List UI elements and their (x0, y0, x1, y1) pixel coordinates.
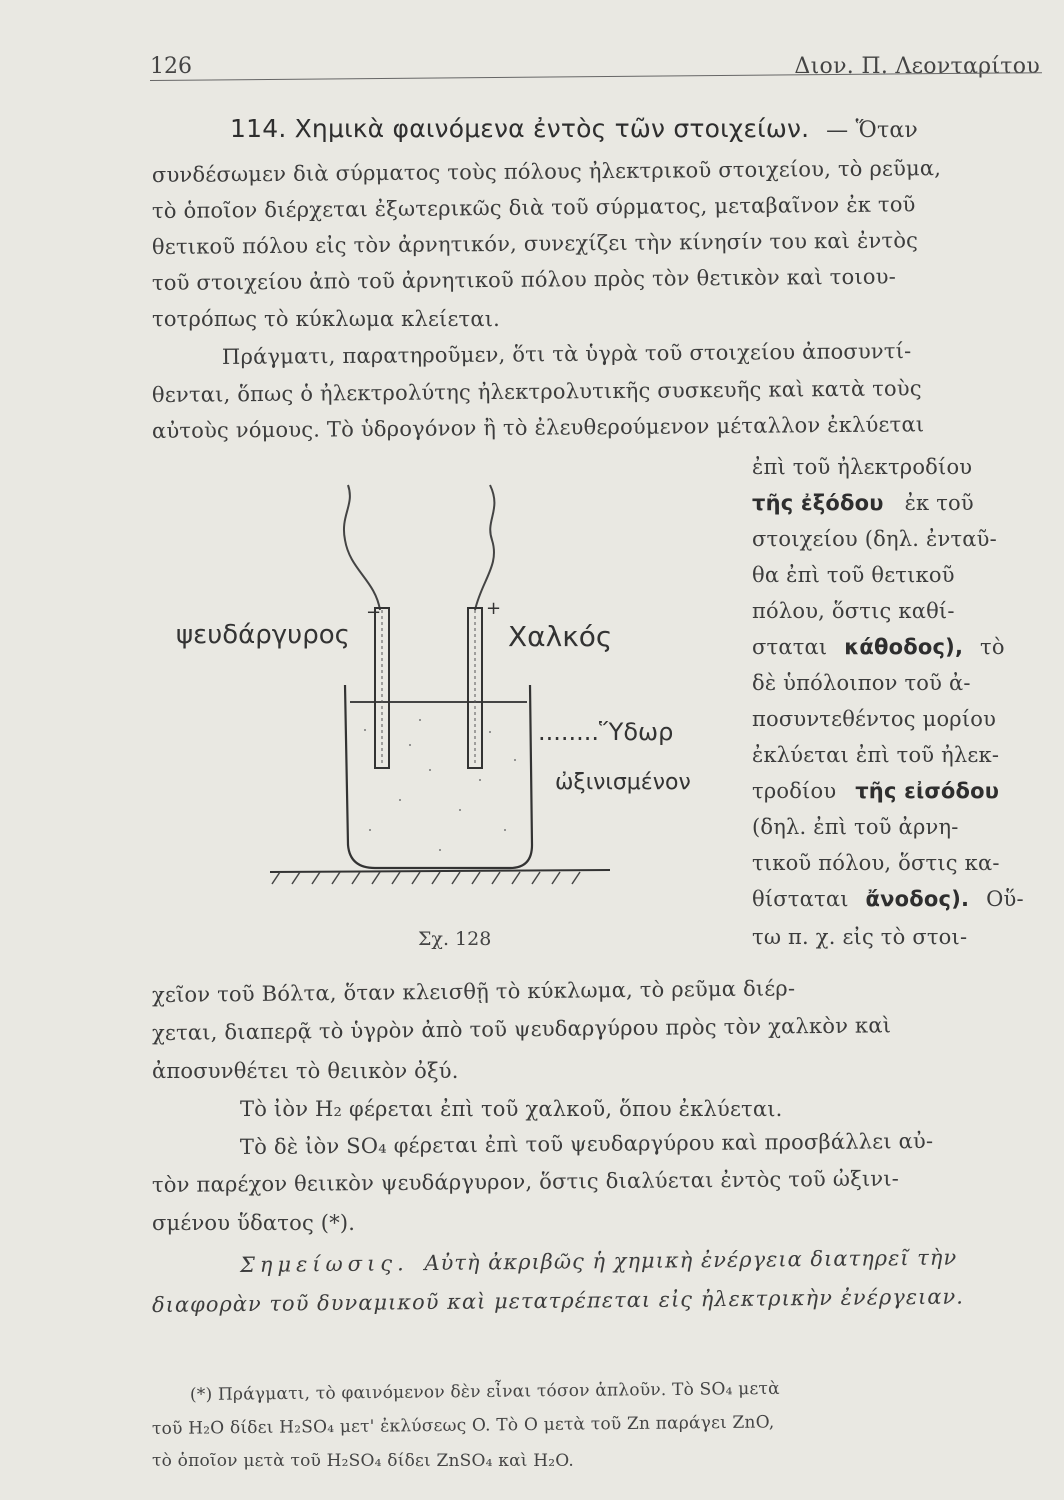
term-anode: ἄνοδος). (865, 887, 970, 911)
water-label (538, 718, 673, 746)
side-line: θα ἐπὶ τοῦ θετικοῦ (752, 563, 955, 587)
body-line: Τὸ δὲ ἰὸν SO₄ φέρεται ἐπὶ τοῦ ψευδαργύρου καὶ προσβάλλει αὐ- (239, 1128, 934, 1159)
body-line: χεται, διαπερᾷ τὸ ὑγρὸν ἀπὸ τοῦ ψευδαργύρου πρὸς τὸν χαλκὸν καὶ (151, 1013, 892, 1045)
ground-hatching (272, 872, 580, 884)
side-line (752, 776, 999, 806)
side-line: τω π. χ. εἰς τὸ στοι- (752, 925, 968, 949)
zinc-label: ψευδάργυρος (176, 620, 350, 650)
side-line: ποσυντεθέντος μορίου (752, 707, 997, 731)
note-label: Σημείωσις. (239, 1251, 409, 1277)
voltaic-cell-figure (170, 470, 691, 940)
term-entrance: τῆς εἰσόδου (855, 779, 1000, 803)
body-line: σμένου ὕδατος (*). (152, 1211, 356, 1235)
body-line: Τὸ ἰὸν H₂ φέρεται ἐπὶ τοῦ χαλκοῦ, ὅπου ἐκλύεται. (240, 1097, 783, 1121)
water-label-text: Ὕδωρ (599, 718, 674, 746)
note-text: Αὐτὴ ἀκριβῶς ἡ χημικὴ ἐνέργεια διατηρεῖ τὴν (424, 1245, 958, 1276)
body-line: Πράγματι, παρατηροῦμεν, ὅτι τὰ ὑγρὰ τοῦ στοιχείου ἀποσυντί- (221, 338, 912, 369)
side-line: ἐκλύεται ἐπὶ τοῦ ἠλεκ- (752, 743, 1000, 767)
voltaic-cell-drawing (170, 470, 670, 940)
section-heading-line (230, 114, 918, 146)
beaker (345, 685, 532, 868)
right-wire (475, 485, 494, 610)
term-exit: τῆς ἐξόδου (752, 491, 884, 515)
body-line: χεῖον τοῦ Βόλτα, ὅταν κλεισθῇ τὸ κύκλωμα, τὸ ρεῦμα διέρ- (151, 976, 796, 1007)
side-line: τικοῦ πόλου, ὅστις κα- (752, 851, 1000, 875)
body-line: θενται, ὅπως ὁ ἠλεκτρολύτης ἠλεκτρολυτικῆς συσκευῆς καὶ κατὰ τοὺς (151, 376, 922, 407)
body-line: αὐτοὺς νόμους. Τὸ ὑδρογόνον ἢ τὸ ἐλευθερούμενον μέταλλον ἐκλύεται (151, 412, 925, 443)
note-line: διαφορὰν τοῦ δυναμικοῦ καὶ μετατρέπεται εἰς ἠλεκτρικὴν ἐνέργειαν. (151, 1284, 965, 1317)
note-line (240, 1242, 958, 1280)
minus-sign: − (366, 602, 382, 623)
body-line: τὸ ὁποῖον διέρχεται ἐξωτερικῶς διὰ τοῦ σύρματος, μεταβαῖνον ἐκ τοῦ (151, 192, 916, 223)
body-line: θετικοῦ πόλου εἰς τὸν ἀρνητικόν, συνεχίζει τὴν κίνησίν του καὶ ἐντὸς (151, 228, 919, 259)
ground-line (270, 870, 610, 872)
figure-caption: Σχ. 128 (418, 928, 492, 950)
footnote-line: τὸ ὁποῖον μετὰ τοῦ H₂SO₄ δίδει ZnSO₄ καὶ H₂O. (152, 1451, 575, 1471)
side-line: ἐπὶ τοῦ ἠλεκτροδίου (752, 455, 973, 479)
term-cathode: κάθοδος), (844, 635, 964, 659)
side-line: στοιχείου (δηλ. ἐνταῦ- (752, 527, 997, 551)
copper-label: Χαλκός (508, 620, 613, 653)
section-lead-text: — Ὅταν (826, 118, 918, 143)
side-text: τροδίου (752, 779, 837, 803)
body-line: ἀποσυνθέτει τὸ θειικὸν ὀξύ. (152, 1059, 459, 1083)
side-text: θίσταται (752, 887, 849, 911)
side-line: (δηλ. ἐπὶ τοῦ ἀρνη- (752, 815, 959, 839)
footnote-line: (*) Πράγματι, τὸ φαινόμενον δὲν εἶναι τόσον ἁπλοῦν. Τὸ SO₄ μετὰ (189, 1378, 780, 1405)
body-line: συνδέσωμεν διὰ σύρματος τοὺς πόλους ἠλεκτρικοῦ στοιχείου, τὸ ρεῦμα, (151, 156, 942, 187)
page-number: 126 (150, 54, 192, 79)
plus-sign: + (486, 598, 502, 619)
running-title: Διον. Π. Λεονταρίτου (794, 54, 1040, 79)
side-line (752, 884, 1024, 914)
side-text: Οὕ- (986, 887, 1024, 911)
section-heading: 114. Χημικὰ φαινόμενα ἐντὸς τῶν στοιχείων. (230, 114, 810, 143)
body-line: τὸν παρέχον θειικὸν ψευδάργυρον, ὅστις διαλύεται ἐντὸς τοῦ ὠξινι- (151, 1166, 900, 1197)
liquid-dots (364, 719, 516, 851)
page-header (150, 52, 1040, 86)
side-line: δὲ ὑπόλοιπον τοῦ ἀ- (752, 671, 971, 695)
body-line: τοτρόπως τὸ κύκλωμα κλείεται. (152, 307, 501, 331)
side-text: σταται (752, 635, 828, 659)
body-line: τοῦ στοιχείου ἀπὸ τοῦ ἀρνητικοῦ πόλου πρὸς τὸν θετικὸν καὶ τοιου- (151, 264, 897, 295)
side-line: πόλου, ὅστις καθί- (752, 599, 955, 623)
footnote-line: τοῦ H₂O δίδει H₂SO₄ μετ' ἐκλύσεως O. Τὸ O μετὰ τοῦ Zn παράγει ZnO, (151, 1412, 775, 1439)
side-text: ἐκ τοῦ (904, 491, 974, 515)
side-line (752, 632, 1005, 662)
side-line (752, 488, 974, 518)
side-text: τὸ (980, 635, 1005, 659)
left-wire (344, 485, 380, 610)
acidified-label: ὠξινισμένον (555, 770, 691, 795)
water-label-dots: ........ (538, 718, 600, 746)
